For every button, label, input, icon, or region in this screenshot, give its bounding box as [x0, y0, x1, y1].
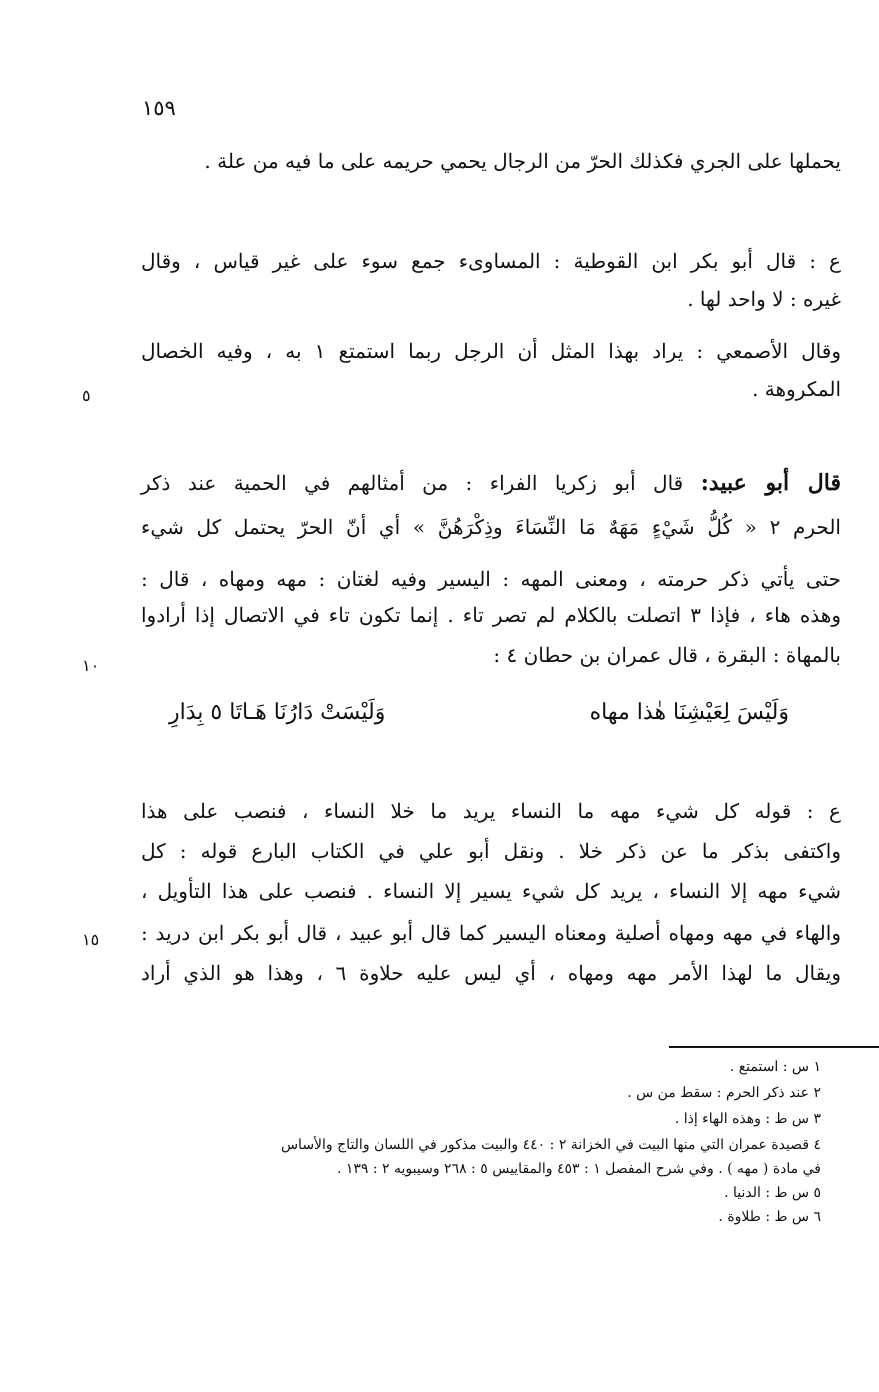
- body-line-15: ويقال ما لهذا الأمر مهه ومهاه ، أي ليس عليه حلاوة ٦ ، وهذا هو الذي أراد: [141, 961, 841, 985]
- footnote-divider: [669, 1046, 879, 1048]
- line-marker-15: ١٥: [82, 930, 100, 949]
- page-number: ١٥٩: [142, 96, 176, 120]
- section-heading: قال أبو عبيد:: [700, 470, 842, 496]
- body-line-3: غيره : لا واحد لها .: [687, 287, 841, 311]
- footnote-2: ٢ عند ذكر الحرم : سقط من س .: [627, 1085, 821, 1101]
- body-line-6: [141, 468, 841, 498]
- line-marker-10: ١٠: [82, 656, 100, 675]
- body-line-10: بالمهاة : البقرة ، قال عمران بن حطان ٤ :: [493, 643, 841, 667]
- footnote-1: ١ س : استمتع .: [729, 1059, 821, 1075]
- body-line-12: واكتفى بذكر ما عن ذكر خلا . ونقل أبو علي في الكتاب البارع قوله : كل: [141, 839, 841, 863]
- body-line-6-text: قال أبو زكريا الفراء : من أمثالهم في الحمية عند ذكر: [141, 471, 684, 495]
- verse: [169, 700, 789, 725]
- footnote-6: ٦ س ط : طلاوة .: [718, 1209, 821, 1225]
- verse-second-hemistich: وَلَيْسَتْ دَارُنَا هَـاتَا ٥ بِدَارِ: [169, 700, 386, 725]
- footnote-5: ٥ س ط : الدنيا .: [724, 1185, 821, 1201]
- footnote-4-continued: في مادة ( مهه ) . وفي شرح المفصل ١ : ٤٥٣ والمقاييس ٥ : ٢٦٨ وسيبويه ٢ : ١٣٩ .: [336, 1161, 821, 1177]
- body-line-5: المكروهة .: [752, 377, 841, 401]
- body-line-14: والهاء في مهه ومهاه أصلية ومعناه اليسير كما قال أبو عبيد ، قال أبو بكر ابن دريد :: [141, 921, 841, 945]
- body-line-4: وقال الأصمعي : يراد بهذا المثل أن الرجل ربما استمتع ١ به ، وفيه الخصال: [141, 339, 841, 363]
- line-marker-5: ٥: [82, 386, 91, 405]
- body-line-13: شيء مهه إلا النساء ، يريد كل شيء يسير إلا النساء . فنصب على هذا التأويل ،: [141, 879, 841, 903]
- body-line-2: ع : قال أبو بكر ابن القوطية : المساوىء جمع سوء على غير قياس ، وقال: [141, 249, 841, 273]
- body-line-1: يحملها على الجري فكذلك الحرّ من الرجال يحمي حريمه على ما فيه من علة .: [204, 149, 841, 173]
- verse-first-hemistich: وَلَيْسَ لِعَيْشِنَا هٰذا مهاه: [589, 700, 789, 725]
- body-line-7: الحرم ٢ « كُلُّ شَيْءٍ مَهَهٌ مَا النِّسَاءَ وذِكْرَهُنَّ » أي أنّ الحرّ يحتمل كل شيء: [141, 515, 841, 539]
- body-line-9: وهذه هاء ، فإذا ٣ اتصلت بالكلام لم تصر تاء . إنما تكون تاء في الاتصال إذا أرادوا: [141, 603, 841, 627]
- body-line-11: ع : قوله كل شيء مهه ما النساء يريد ما خلا النساء ، فنصب على هذا: [141, 799, 841, 823]
- footnote-3: ٣ س ط : وهذه الهاء إذا .: [674, 1111, 821, 1127]
- body-line-8: حتى يأتي ذكر حرمته ، ومعنى المهه : اليسير وفيه لغتان : مهه ومهاه ، قال :: [141, 567, 841, 591]
- footnote-4: ٤ قصيدة عمران التي منها البيت في الخزانة ٢ : ٤٤٠ والبيت مذكور في اللسان والتاج والأساس: [280, 1137, 821, 1153]
